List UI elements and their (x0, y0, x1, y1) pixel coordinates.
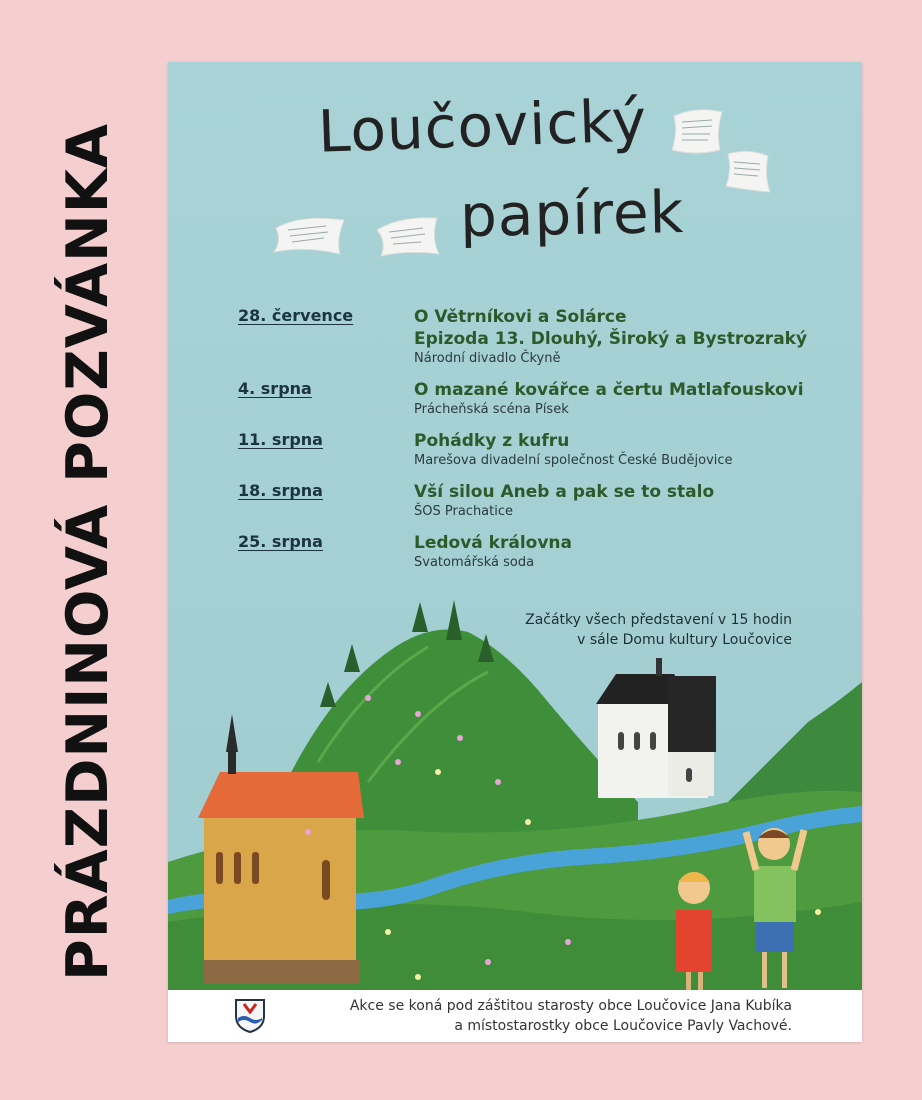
event-date: 11. srpna (238, 430, 323, 449)
event-title: O mazané kovářce a čertu Matlafouskovi (414, 380, 804, 400)
event-troupe: Marešova divadelní společnost České Budějovice (414, 453, 733, 468)
event-title: Vší silou Aneb a pak se to stalo (414, 482, 715, 502)
event-troupe: Národní divadlo Čkyně (414, 351, 561, 366)
side-title-band (0, 0, 150, 1100)
event-subtitle: Epizoda 13. Dlouhý, Široký a Bystrozraký (414, 329, 808, 349)
side-title: PRÁZDNINOVÁ POZVÁNKA (55, 122, 121, 982)
event-date: 25. srpna (238, 532, 323, 551)
poster (168, 62, 862, 1042)
event-troupe: Svatomářská soda (414, 555, 535, 570)
footer (168, 990, 862, 1042)
event-date: 28. července (238, 306, 354, 325)
event-title: O Větrníkovi a Solárce (414, 307, 627, 327)
event-troupe: ŠOS Prachatice (414, 504, 513, 519)
poster-title-line2: papírek (459, 178, 685, 250)
showtime-note-line2: v sále Domu kultury Loučovice (577, 632, 792, 648)
event-troupe: Prácheňská scéna Písek (414, 402, 569, 417)
poster-title-line1: Loučovický (316, 86, 649, 166)
event-date: 4. srpna (238, 379, 312, 398)
event-title: Pohádky z kufru (414, 431, 570, 451)
landscape-illustration (168, 62, 862, 990)
white-church (596, 658, 716, 798)
footer-line1: Akce se koná pod záštitou starosty obce Loučovice Jana Kubíka (349, 998, 792, 1014)
showtime-note-line1: Začátky všech představení v 15 hodin (525, 612, 792, 628)
event-title: Ledová královna (414, 533, 573, 553)
footer-line2: a místostarostky obce Loučovice Pavly Vachové. (454, 1018, 792, 1034)
event-date: 18. srpna (238, 481, 323, 500)
municipal-crest-icon (234, 998, 266, 1034)
